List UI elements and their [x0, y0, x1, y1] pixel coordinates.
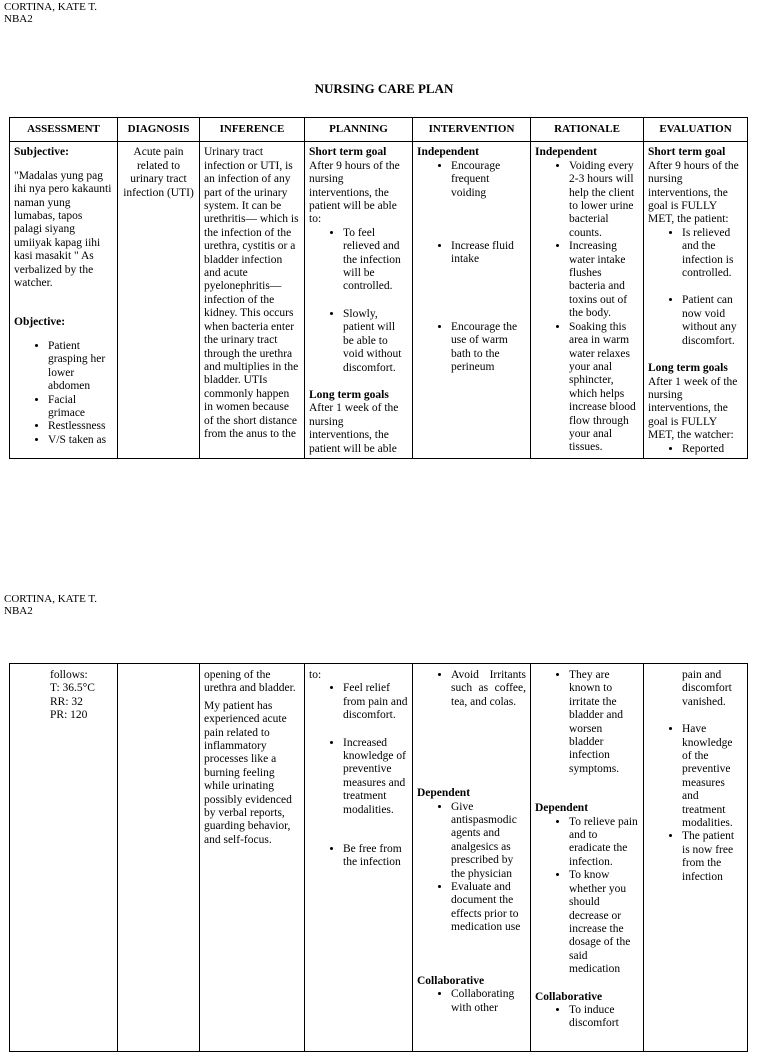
- independent-label: Independent: [417, 146, 479, 159]
- rationale-list: [535, 160, 639, 455]
- objective-list: [14, 340, 113, 447]
- inference-text: Urinary tract infection or UTI, is an infection of any part of the urinary system. It can be urethritis— which is the infection of the urethra, cystitis or a bladder infection and acute pyelonephritis— infection of the kidney. This occurs when bacteria enter the urinary tract through the urethra and multiplies in the bladder. UTIs commonly happen in women because of the short distance from the anus to the: [204, 146, 299, 440]
- list-item: • Avoid Irritants such as coffee, tea, and colas.: [451, 669, 526, 709]
- list-item: • Patient can now void without any discomfort.: [682, 294, 743, 348]
- inference-text: My patient has experienced acute pain related to inflammatory processes like a burning feeling while urinating possibly evidenced by verbal reports, guarding behavior, and self-focus.: [204, 699, 292, 846]
- inference-text: opening of the urethra and bladder.: [204, 669, 296, 695]
- inference-cell: [200, 664, 305, 1052]
- evaluation-long-list: [648, 443, 743, 456]
- evaluation-cell: [644, 664, 748, 1052]
- short-term-goal-label: Short term goal: [309, 146, 387, 159]
- rationale-cell: [531, 142, 644, 459]
- planning-cell: [305, 142, 413, 459]
- list-item: • V/S taken as: [48, 434, 113, 447]
- list-item: • Collaborating with other: [451, 988, 526, 1015]
- collaborative-list: [417, 988, 526, 1015]
- planning-cell: [305, 664, 413, 1052]
- list-item: • To know whether you should decrease or increase the dosage of the said medication: [569, 869, 639, 976]
- list-item: • Increase fluid intake: [451, 240, 526, 267]
- list-item: • Evaluate and document the effects prior to medication use: [451, 881, 526, 935]
- list-item: • Slowly, patient will be able to void without discomfort.: [343, 308, 408, 375]
- list-item: • Feel relief from pain and discomfort.: [343, 682, 408, 722]
- care-plan-table-page2: [9, 663, 748, 1052]
- independent-list: [535, 669, 639, 776]
- evaluation-text: pain and discomfort vanished.: [682, 669, 732, 708]
- collaborative-list: [535, 1004, 639, 1031]
- list-item: • Is relieved and the infection is controlled.: [682, 227, 743, 281]
- subjective-text: "Madalas yung pag ihi nya pero kakaunti naman yung lumabas, tapos palagi siyang umiiyak kapag iihi kasi masakit " As verbalized by the watcher.: [14, 169, 112, 290]
- short-term-goal-label: Short term goal: [648, 146, 726, 159]
- list-item: • Be free from the infection: [343, 843, 408, 870]
- list-item: • Restlessness: [48, 420, 113, 433]
- collaborative-label: Collaborative: [535, 990, 603, 1003]
- assessment-line: PR: 120: [50, 709, 88, 722]
- evaluation-list: [682, 723, 743, 884]
- student-name: CORTINA, KATE T.: [4, 1, 98, 13]
- list-item: • To induce discomfort: [569, 1004, 639, 1031]
- short-term-goal-text: After 9 hours of the nursing interventions, the goal is FULLY MET, the patient:: [648, 159, 739, 226]
- dependent-label: Dependent: [535, 802, 589, 815]
- assessment-cell: [10, 142, 118, 459]
- list-item: • Have knowledge of the preventive measures and treatment modalities.: [682, 723, 743, 830]
- list-item: • They are known to irritate the bladder and worsen bladder infection symptoms.: [569, 669, 639, 776]
- list-item: • To relieve pain and to eradicate the infection.: [569, 816, 639, 870]
- evaluation-short-list: [648, 227, 743, 348]
- assessment-line: follows:: [50, 669, 88, 681]
- page-title: NURSING CARE PLAN: [314, 81, 454, 96]
- table-row: [10, 664, 748, 1052]
- intervention-list: [417, 160, 526, 375]
- header-intervention: INTERVENTION: [413, 118, 531, 142]
- diagnosis-cell: [118, 142, 200, 459]
- list-item: • Facial grimace: [48, 394, 113, 421]
- table-header-row: [10, 118, 748, 142]
- long-term-goal-label: Long term goals: [648, 362, 728, 375]
- long-term-goal-text: After 1 week of the nursing interventions, the goal is FULLY MET, the watcher:: [648, 375, 738, 442]
- student-name: CORTINA, KATE T.: [4, 593, 98, 605]
- evaluation-cell: [644, 142, 748, 459]
- intervention-cell: [413, 664, 531, 1052]
- list-item: • Encourage frequent voiding: [451, 160, 526, 200]
- student-section: NBA2: [4, 605, 33, 617]
- header-diagnosis: DIAGNOSIS: [118, 118, 200, 142]
- long-term-goal-text: After 1 week of the nursing interventions, the patient will be able: [309, 402, 399, 455]
- header-rationale: RATIONALE: [531, 118, 644, 142]
- student-header: [4, 593, 97, 617]
- student-section: NBA2: [4, 13, 33, 25]
- assessment-line: RR: 32: [50, 695, 83, 708]
- diagnosis-text: Acute pain related to urinary tract infection (UTI): [123, 146, 194, 199]
- care-plan-table-page1: [9, 117, 748, 459]
- header-assessment: ASSESSMENT: [10, 118, 118, 142]
- table-row: [10, 142, 748, 459]
- list-item: • Encourage the use of warm bath to the perineum: [451, 321, 526, 375]
- intervention-cell: [413, 142, 531, 459]
- list-item: • To feel relieved and the infection will be controlled.: [343, 227, 408, 294]
- student-header: [4, 1, 97, 25]
- list-item: • Increasing water intake flushes bacteria and toxins out of the body.: [569, 240, 639, 320]
- header-inference: INFERENCE: [200, 118, 305, 142]
- objective-label: Objective:: [14, 316, 66, 329]
- collaborative-label: Collaborative: [417, 974, 485, 987]
- list-item: • Reported: [682, 443, 743, 456]
- dependent-label: Dependent: [417, 787, 471, 800]
- inference-cell: [200, 142, 305, 459]
- list-item: • Increased knowledge of preventive measures and treatment modalities.: [343, 737, 408, 817]
- planning-text: to:: [309, 669, 322, 681]
- subjective-label: Subjective:: [14, 146, 69, 159]
- independent-list: [417, 669, 526, 709]
- list-item: • The patient is now free from the infection: [682, 830, 743, 884]
- list-item: • Voiding every 2-3 hours will help the client to lower urine bacterial counts.: [569, 160, 639, 240]
- short-term-goal-text: After 9 hours of the nursing interventions, the patient will be able to:: [309, 159, 400, 226]
- header-evaluation: EVALUATION: [644, 118, 748, 142]
- header-planning: PLANNING: [305, 118, 413, 142]
- list-item: • Soaking this area in warm water relaxes your anal sphincter, which helps increase blood flow through your anal tissues.: [569, 321, 639, 455]
- rationale-cell: [531, 664, 644, 1052]
- dependent-list: [417, 801, 526, 935]
- list-item: • Give antispasmodic agents and analgesics as prescribed by the physician: [451, 801, 526, 881]
- dependent-list: [535, 816, 639, 977]
- assessment-line: T: 36.5°C: [50, 682, 95, 695]
- diagnosis-cell: [118, 664, 200, 1052]
- long-term-goal-list: [309, 682, 408, 869]
- independent-label: Independent: [535, 146, 597, 159]
- long-term-goal-label: Long term goals: [309, 388, 389, 401]
- list-item: • Patient grasping her lower abdomen: [48, 340, 113, 394]
- assessment-cell: [10, 664, 118, 1052]
- short-term-goal-list: [309, 227, 408, 375]
